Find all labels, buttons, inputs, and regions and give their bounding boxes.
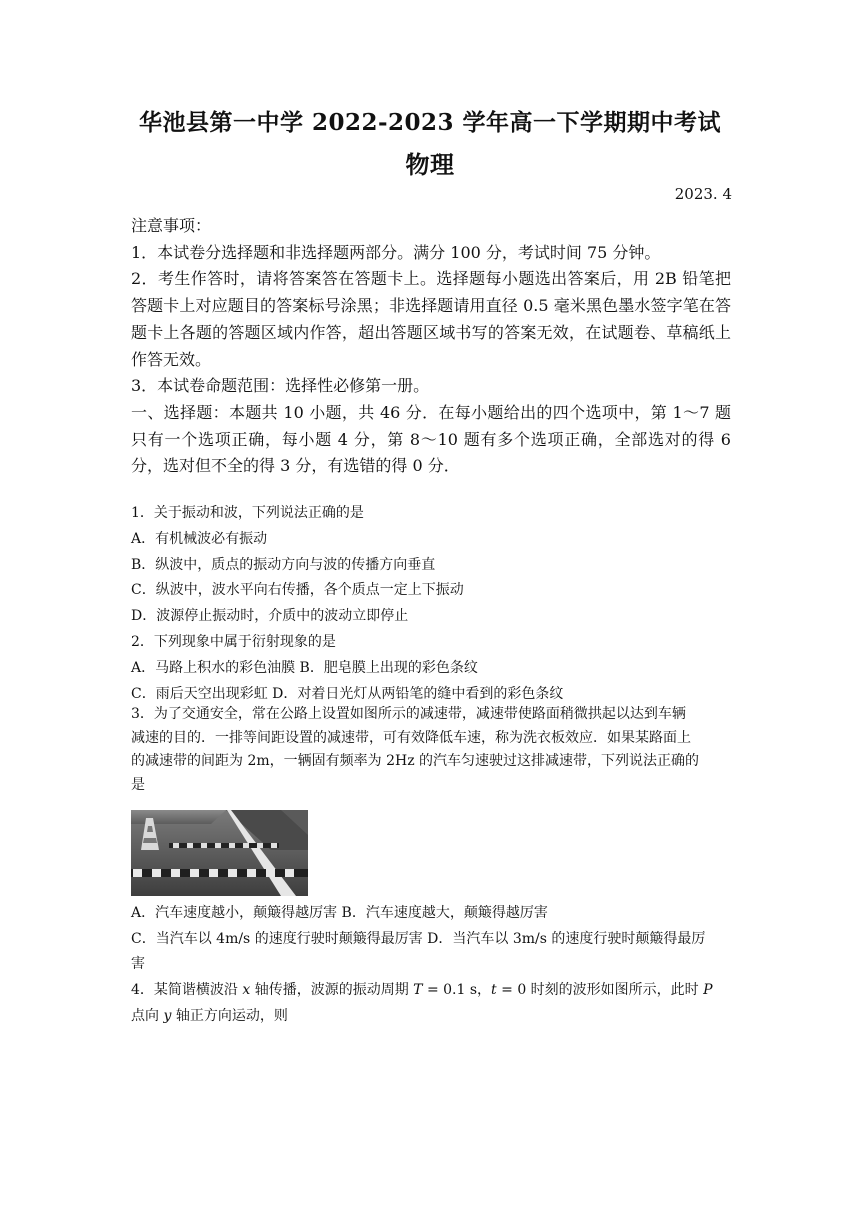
q1-option-d: D．波源停止振动时，介质中的波动立即停止 <box>131 608 409 625</box>
q3-stem-line-2: 减速的目的．一排等间距设置的减速带，可有效降低车速，称为洗衣板效应．如果某路面上 <box>131 729 691 746</box>
q4-text-1b: 轴传播，波源的振动周期 <box>250 982 414 998</box>
notice-item-1: 1．本试卷分选择题和非选择题两部分。满分 100 分，考试时间 75 分钟。 <box>131 242 661 262</box>
q2-stem: 2．下列现象中属于衍射现象的是 <box>131 633 336 650</box>
q4-var-P: P <box>703 982 713 998</box>
q4-text-2b: 轴正方向运动，则 <box>171 1007 288 1024</box>
question-1-2 <box>131 501 731 707</box>
q1-option-a: A．有机械波必有振动 <box>131 530 268 547</box>
notice-item-2: 2．考生作答时，请将答案答在答题卡上。选择题每小题选出答案后，用 2B 铅笔把答题卡上对应题目的答案标号涂黑；非选择题请用直径 0.5 毫米黑色墨水签字笔在答题卡上各题的答题区域内作答，超出答题区域书写的答案无效，在试题卷、草稿纸上作答无效。 <box>131 269 731 369</box>
q3-stem-line-1: 3．为了交通安全，常在公路上设置如图所示的减速带，减速带使路面稍微拱起以达到车辆 <box>131 706 686 722</box>
q4-period-value: = 0.1 s <box>422 982 478 998</box>
q2-option-ab: A．马路上积水的彩色油膜 B．肥皂膜上出现的彩色条纹 <box>131 659 478 676</box>
q4-sep: ， <box>477 982 492 998</box>
section-intro: 一、选择题：本题共 10 小题，共 46 分．在每小题给出的四个选项中，第 1～7 题只有一个选项正确，每小题 4 分，第 8～10 题有多个选项正确，全部选对的得 6 分，选对但不全的得 3 分，有选错的得 0 分． <box>131 402 731 476</box>
q4-var-T: T <box>413 982 423 998</box>
q4-text-2a: 点向 <box>131 1007 164 1024</box>
speed-bump-photo <box>131 810 308 896</box>
q3-options <box>131 901 731 978</box>
q4-var-x: x <box>242 982 251 998</box>
q4-text-1a: 4．某简谐横波沿 <box>131 982 243 998</box>
q1-option-c: C．纵波中，波水平向右传播，各个质点一定上下振动 <box>131 582 464 599</box>
q1-stem: 1．关于振动和波，下列说法正确的是 <box>131 505 364 521</box>
q2-option-cd: C．雨后天空出现彩虹 D．对着日光灯从两铅笔的缝中看到的彩色条纹 <box>131 685 564 702</box>
q4-line-2 <box>131 1004 731 1030</box>
notice-item-3: 3．本试卷命题范围：选择性必修第一册。 <box>131 376 430 396</box>
notice-heading: 注意事项： <box>131 216 212 235</box>
exam-date: 2023. 4 <box>674 185 732 203</box>
q3-option-cd: C．当汽车以 4m/s 的速度行驶时颠簸得最厉害 D．当汽车以 3m/s 的速度行驶时颠簸得最厉 <box>131 930 706 947</box>
question-4 <box>131 978 731 1029</box>
q4-var-t: t <box>491 982 497 998</box>
q3-stem-line-3: 的减速带的间距为 2m，一辆固有频率为 2Hz 的汽车匀速驶过这排减速带，下列说法正确的 <box>131 753 700 770</box>
exam-title: 华池县第一中学 2022-2023 学年高一下学期期中考试 <box>138 109 722 136</box>
q4-var-y: y <box>163 1007 172 1024</box>
q3-stem-line-4: 是 <box>131 777 145 794</box>
subject-title: 物理 <box>405 150 455 179</box>
q4-time-value: = 0 <box>496 982 527 998</box>
q3-option-ab: A．汽车速度越小，颠簸得越厉害 B．汽车速度越大，颠簸得越厉害 <box>131 905 548 921</box>
notice-section <box>131 213 731 480</box>
q3-option-cd-wrap: 害 <box>131 956 145 973</box>
question-3 <box>131 703 731 798</box>
q4-line-1 <box>131 978 731 1004</box>
q1-option-b: B．纵波中，质点的振动方向与波的传播方向垂直 <box>131 556 436 573</box>
q4-text-1c: 时刻的波形如图所示，此时 <box>526 982 704 998</box>
